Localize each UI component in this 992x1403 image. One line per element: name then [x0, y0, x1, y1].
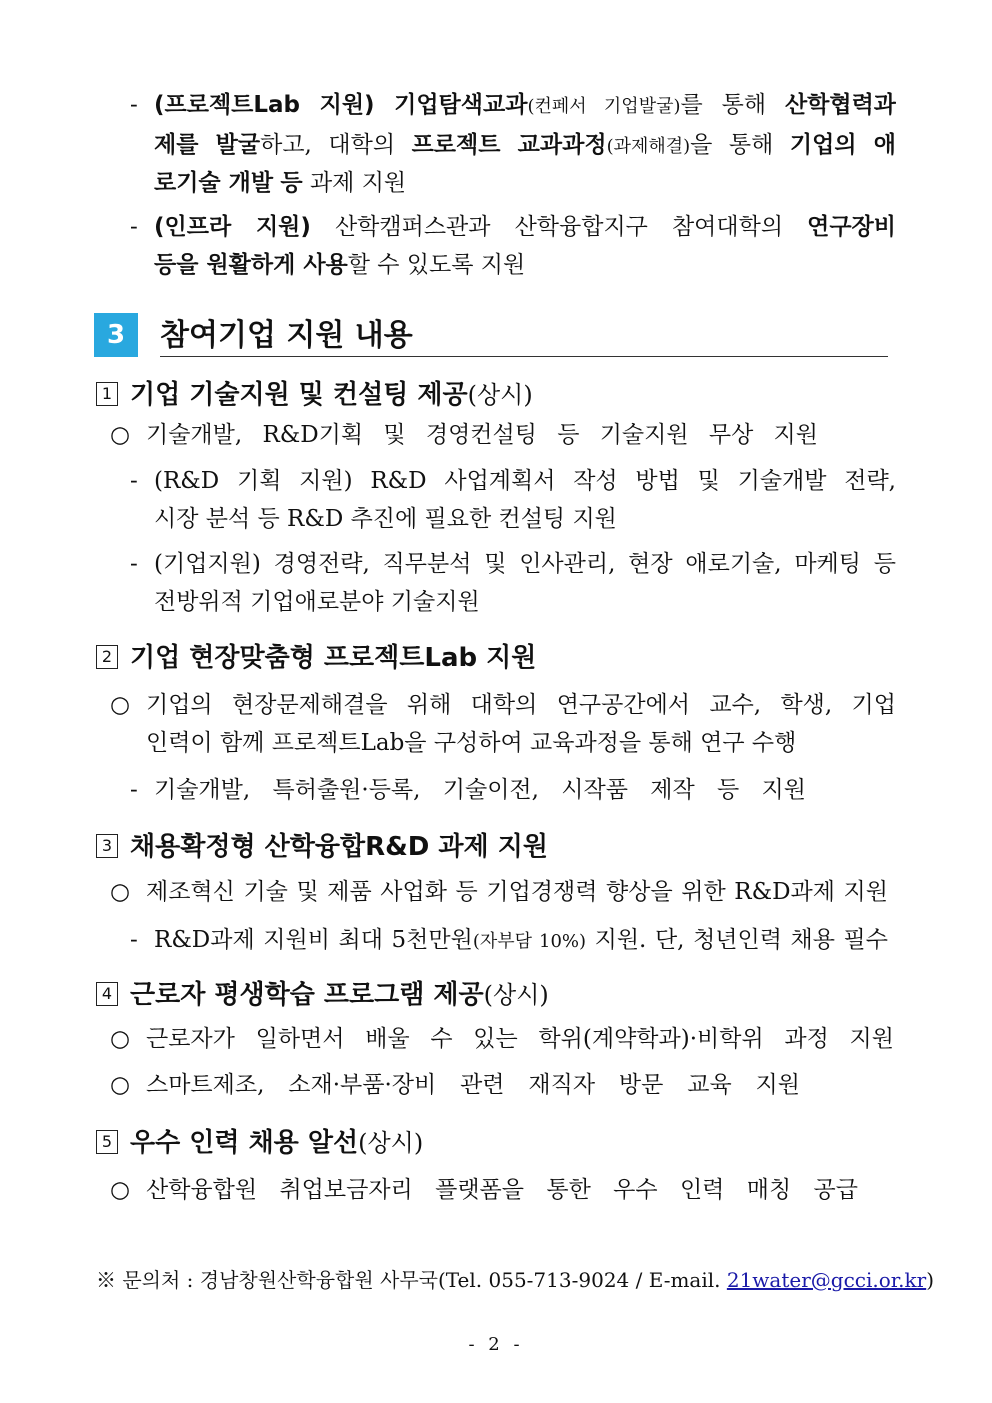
subsection-3-bullet: 제조혁신 기술 및 제품 사업화 등 기업경쟁력 향상을 위한 R&D과제 지원: [146, 879, 888, 905]
circle-marker: ○: [110, 1177, 131, 1203]
page-number: - 2 -: [468, 1334, 524, 1355]
subsection-1-detail-1-line-2: 시장 분석 등 R&D 추진에 필요한 컨설팅 지원: [154, 506, 617, 532]
subsection-2-heading: 2 기업 현장맞춤형 프로젝트Lab 지원: [96, 641, 536, 675]
subsection-1-detail-2-line-1: (기업지원) 경영전략, 직무분석 및 인사관리, 현장 애로기술, 마케팅 등: [154, 551, 896, 577]
number-box: 3: [96, 834, 118, 858]
circle-marker: ○: [110, 1026, 131, 1052]
subsection-2-detail: 기술개발, 특허출원·등록, 기술이전, 시작품 제작 등 지원: [154, 777, 806, 803]
subsection-4-heading: 4 근로자 평생학습 프로그램 제공(상시): [96, 978, 549, 1012]
subsection-1-bullet: 기술개발, R&D기획 및 경영컨설팅 등 기술지원 무상 지원: [146, 422, 818, 448]
number-box: 1: [96, 382, 118, 406]
circle-marker: ○: [110, 692, 131, 718]
dash-marker: -: [130, 468, 138, 494]
section-number-badge: 3: [94, 313, 138, 357]
dash-marker: -: [130, 214, 138, 240]
dash-marker: -: [130, 551, 138, 577]
number-box: 2: [96, 645, 118, 669]
subsection-4-bullet-1: 근로자가 일하면서 배울 수 있는 학위(계약학과)·비학위 과정 지원: [146, 1026, 894, 1052]
circle-marker: ○: [110, 879, 131, 905]
contact-footer: ※ 문의처 : 경남창원산학융합원 사무국(Tel. 055-713-9024 / E-mail. 21water@gcci.or.kr): [96, 1268, 934, 1292]
dash-marker: -: [130, 927, 138, 953]
intro-item-1-line-3: 로기술 개발 등 과제 지원: [154, 170, 407, 196]
section-title: 참여기업 지원 내용: [160, 318, 413, 353]
subsection-4-bullet-2: 스마트제조, 소재·부품·장비 관련 재직자 방문 교육 지원: [146, 1072, 800, 1098]
subsection-3-detail: R&D과제 지원비 최대 5천만원(자부담 10%) 지원. 단, 청년인력 채용 필수: [154, 927, 888, 953]
subsection-1-detail-2-line-2: 전방위적 기업애로분야 기술지원: [154, 589, 480, 615]
circle-marker: ○: [110, 1072, 131, 1098]
number-box: 4: [96, 982, 118, 1006]
circle-marker: ○: [110, 422, 131, 448]
subsection-5-heading: 5 우수 인력 채용 알선(상시): [96, 1126, 423, 1160]
dash-marker: -: [130, 92, 138, 118]
email-link[interactable]: 21water@gcci.or.kr: [726, 1268, 927, 1292]
intro-item-1-line-2: 제를 발굴하고, 대학의 프로젝트 교과과정(과제해결)을 통해 기업의 애: [154, 132, 896, 158]
section-divider: [160, 356, 888, 357]
number-box: 5: [96, 1130, 118, 1154]
intro-item-2-line-2: 등을 원활하게 사용할 수 있도록 지원: [154, 252, 526, 278]
subsection-1-detail-1-line-1: (R&D 기획 지원) R&D 사업계획서 작성 방법 및 기술개발 전략,: [154, 468, 896, 494]
subsection-2-bullet-line-1: 기업의 현장문제해결을 위해 대학의 연구공간에서 교수, 학생, 기업: [146, 692, 896, 718]
subsection-1-heading: 1 기업 기술지원 및 컨설팅 제공(상시): [96, 378, 533, 412]
subsection-2-bullet-line-2: 인력이 함께 프로젝트Lab을 구성하여 교육과정을 통해 연구 수행: [146, 730, 797, 756]
intro-item-1-line-1: (프로젝트Lab 지원) 기업탐색교과(컨페서 기업발굴)를 통해 산학협력과: [154, 92, 896, 118]
intro-item-2-line-1: (인프라 지원) 산학캠퍼스관과 산학융합지구 참여대학의 연구장비: [154, 214, 896, 240]
subsection-3-heading: 3 채용확정형 산학융합R&D 과제 지원: [96, 830, 548, 864]
dash-marker: -: [130, 777, 138, 803]
subsection-5-bullet: 산학융합원 취업보금자리 플랫폼을 통한 우수 인력 매칭 공급: [146, 1177, 858, 1203]
